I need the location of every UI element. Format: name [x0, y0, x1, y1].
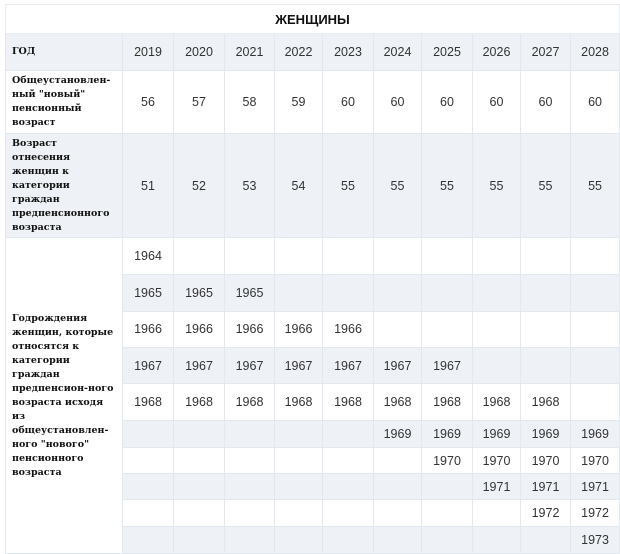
birth-year-cell: 1970	[473, 447, 521, 473]
birth-year-cell	[225, 474, 275, 500]
pre-retirement-age-label: Возраст отнесения женщин к категории граждан предпенсионного возраста	[6, 134, 123, 238]
birth-year-cell: 1968	[521, 384, 571, 420]
birth-year-cell: 1971	[571, 474, 620, 500]
birth-year-cell: 1969	[422, 420, 473, 447]
birth-year-cell	[225, 526, 275, 553]
birth-year-cell	[571, 311, 620, 347]
pre-retirement-age-cell: 55	[323, 134, 374, 238]
pension-age-table	[5, 4, 620, 554]
birth-year-label: Годрождения женщин, которые относятся к категории граждан предпенсион-ного возраста исходя из общеустановлен-ного "нового" пенсионного возраста	[6, 238, 123, 554]
birth-year-cell	[374, 447, 422, 473]
table-title: ЖЕНЩИНЫ	[6, 5, 620, 34]
birth-year-cell: 1967	[374, 348, 422, 384]
birth-year-cell: 1968	[123, 384, 174, 420]
birth-year-cell	[225, 238, 275, 275]
birth-year-cell	[422, 311, 473, 347]
birth-year-cell	[422, 275, 473, 311]
birth-year-cell	[323, 238, 374, 275]
year-header-cell: 2023	[323, 34, 374, 70]
year-header-cell: 2027	[521, 34, 571, 70]
birth-year-cell: 1966	[323, 311, 374, 347]
birth-year-cell: 1965	[225, 275, 275, 311]
birth-year-cell	[123, 447, 174, 473]
year-header-cell: 2024	[374, 34, 422, 70]
year-header-cell: 2028	[571, 34, 620, 70]
birth-year-cell: 1966	[123, 311, 174, 347]
birth-year-cell	[374, 474, 422, 500]
birth-year-cell	[323, 275, 374, 311]
birth-year-cell	[422, 474, 473, 500]
birth-year-cell: 1967	[225, 348, 275, 384]
birth-year-cell: 1973	[571, 526, 620, 553]
birth-year-cell	[521, 311, 571, 347]
birth-year-cell: 1966	[225, 311, 275, 347]
birth-year-cell	[323, 474, 374, 500]
birth-year-cell	[123, 526, 174, 553]
year-header-cell: 2026	[473, 34, 521, 70]
birth-year-cell	[275, 275, 323, 311]
birth-year-cell: 1969	[571, 420, 620, 447]
birth-year-row	[6, 238, 620, 275]
birth-year-cell	[323, 420, 374, 447]
birth-year-cell	[174, 474, 225, 500]
birth-year-cell	[174, 420, 225, 447]
birth-year-cell	[521, 275, 571, 311]
pre-retirement-age-cell: 52	[174, 134, 225, 238]
birth-year-cell	[275, 420, 323, 447]
retirement-age-cell: 60	[473, 70, 521, 134]
retirement-age-cell: 56	[123, 70, 174, 134]
birth-year-cell	[174, 500, 225, 526]
birth-year-cell	[473, 311, 521, 347]
birth-year-cell	[123, 474, 174, 500]
birth-year-cell: 1970	[422, 447, 473, 473]
year-header-cell: 2020	[174, 34, 225, 70]
year-header-cell: 2025	[422, 34, 473, 70]
birth-year-cell: 1966	[174, 311, 225, 347]
birth-year-cell: 1971	[521, 474, 571, 500]
birth-year-cell: 1968	[174, 384, 225, 420]
birth-year-cell: 1966	[275, 311, 323, 347]
retirement-age-cell: 59	[275, 70, 323, 134]
birth-year-cell	[422, 526, 473, 553]
birth-year-cell	[571, 275, 620, 311]
birth-year-cell	[225, 420, 275, 447]
retirement-age-label: Общеустановлен-ный "новый" пенсионный возраст	[6, 70, 123, 134]
retirement-age-cell: 60	[571, 70, 620, 134]
retirement-age-cell: 60	[521, 70, 571, 134]
birth-year-cell	[571, 238, 620, 275]
birth-year-cell	[225, 447, 275, 473]
birth-year-cell	[571, 348, 620, 384]
birth-year-cell	[123, 500, 174, 526]
birth-year-cell	[323, 447, 374, 473]
birth-year-cell	[422, 500, 473, 526]
birth-year-cell: 1967	[422, 348, 473, 384]
pre-retirement-age-cell: 54	[275, 134, 323, 238]
birth-year-cell: 1971	[473, 474, 521, 500]
birth-year-cell	[323, 500, 374, 526]
birth-year-cell	[571, 384, 620, 420]
retirement-age-cell: 60	[374, 70, 422, 134]
birth-year-cell	[473, 275, 521, 311]
birth-year-cell: 1968	[374, 384, 422, 420]
birth-year-cell: 1964	[123, 238, 174, 275]
birth-year-cell: 1969	[473, 420, 521, 447]
birth-year-cell: 1965	[174, 275, 225, 311]
birth-year-cell	[123, 420, 174, 447]
birth-year-cell: 1968	[323, 384, 374, 420]
birth-year-cell: 1968	[473, 384, 521, 420]
birth-year-cell: 1969	[521, 420, 571, 447]
pre-retirement-age-cell: 55	[422, 134, 473, 238]
birth-year-cell	[174, 238, 225, 275]
birth-year-cell	[473, 238, 521, 275]
birth-year-cell: 1968	[225, 384, 275, 420]
year-header-cell: 2022	[275, 34, 323, 70]
birth-year-cell	[521, 526, 571, 553]
birth-year-cell	[374, 311, 422, 347]
birth-year-cell	[374, 238, 422, 275]
birth-year-cell	[275, 474, 323, 500]
birth-year-cell	[275, 500, 323, 526]
birth-year-cell	[521, 348, 571, 384]
birth-year-cell: 1972	[571, 500, 620, 526]
pre-retirement-age-cell: 55	[374, 134, 422, 238]
birth-year-cell	[374, 275, 422, 311]
birth-year-cell	[323, 526, 374, 553]
birth-year-cell	[174, 526, 225, 553]
birth-year-cell	[473, 348, 521, 384]
birth-year-cell	[473, 526, 521, 553]
pre-retirement-age-cell: 55	[521, 134, 571, 238]
birth-year-cell	[374, 500, 422, 526]
birth-year-cell: 1967	[174, 348, 225, 384]
birth-year-cell: 1968	[275, 384, 323, 420]
birth-year-cell	[275, 526, 323, 553]
retirement-age-cell: 58	[225, 70, 275, 134]
year-header-cell: 2019	[123, 34, 174, 70]
retirement-age-cell: 57	[174, 70, 225, 134]
birth-year-cell: 1967	[323, 348, 374, 384]
year-header-cell: 2021	[225, 34, 275, 70]
birth-year-cell: 1965	[123, 275, 174, 311]
birth-year-cell: 1968	[422, 384, 473, 420]
birth-year-cell	[422, 238, 473, 275]
birth-year-cell	[174, 447, 225, 473]
birth-year-cell	[473, 500, 521, 526]
birth-year-cell	[275, 238, 323, 275]
retirement-age-cell: 60	[422, 70, 473, 134]
birth-year-cell	[374, 526, 422, 553]
birth-year-cell	[225, 500, 275, 526]
year-header-label: ГОД	[6, 34, 123, 70]
pre-retirement-age-cell: 53	[225, 134, 275, 238]
pre-retirement-age-cell: 55	[473, 134, 521, 238]
birth-year-cell: 1967	[275, 348, 323, 384]
birth-year-cell: 1970	[521, 447, 571, 473]
birth-year-cell: 1969	[374, 420, 422, 447]
birth-year-cell: 1967	[123, 348, 174, 384]
retirement-age-cell: 60	[323, 70, 374, 134]
pre-retirement-age-cell: 55	[571, 134, 620, 238]
birth-year-cell: 1972	[521, 500, 571, 526]
birth-year-cell	[521, 238, 571, 275]
birth-year-cell: 1970	[571, 447, 620, 473]
pre-retirement-age-cell: 51	[123, 134, 174, 238]
birth-year-cell	[275, 447, 323, 473]
